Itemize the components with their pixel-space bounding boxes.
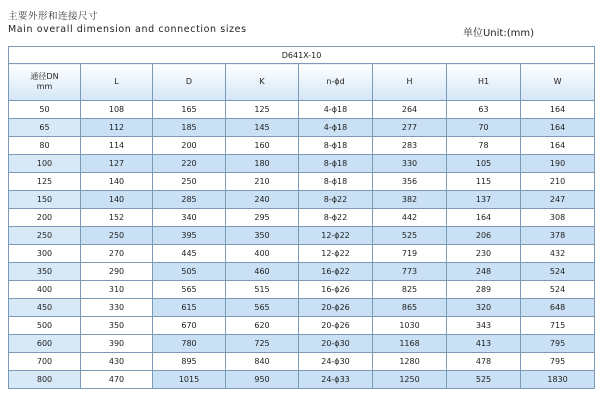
column-header-d: D (153, 64, 226, 101)
cell-dn: 400 (9, 281, 81, 299)
cell-n-d: 12-ϕ22 (299, 245, 373, 263)
table-row (9, 371, 595, 389)
cell-l: 390 (81, 335, 153, 353)
cell-l: 270 (81, 245, 153, 263)
table-row (9, 317, 595, 335)
cell-w: 247 (521, 191, 595, 209)
cell-w: 164 (521, 119, 595, 137)
cell-h: 1280 (373, 353, 447, 371)
cell-h: 382 (373, 191, 447, 209)
cell-h: 825 (373, 281, 447, 299)
cell-w: 164 (521, 137, 595, 155)
cell-dn: 450 (9, 299, 81, 317)
cell-l: 152 (81, 209, 153, 227)
cell-d: 615 (153, 299, 226, 317)
table-row (9, 119, 595, 137)
title-english: Main overall dimension and connection sizes (8, 24, 247, 35)
table-row (9, 101, 595, 119)
table-body (9, 101, 595, 389)
cell-dn: 65 (9, 119, 81, 137)
cell-dn: 600 (9, 335, 81, 353)
cell-k: 515 (226, 281, 299, 299)
cell-k: 160 (226, 137, 299, 155)
unit-label: 单位Unit:(mm) (462, 28, 534, 39)
cell-n-d: 24-ϕ30 (299, 353, 373, 371)
cell-h: 1250 (373, 371, 447, 389)
cell-k: 180 (226, 155, 299, 173)
cell-d: 445 (153, 245, 226, 263)
cell-w: 648 (521, 299, 595, 317)
cell-l: 140 (81, 191, 153, 209)
cell-h: 264 (373, 101, 447, 119)
table-row (9, 137, 595, 155)
cell-h1: 206 (447, 227, 521, 245)
cell-d: 220 (153, 155, 226, 173)
cell-dn: 700 (9, 353, 81, 371)
cell-h1: 289 (447, 281, 521, 299)
title-chinese: 主要外形和连接尺寸 (8, 11, 99, 22)
cell-d: 565 (153, 281, 226, 299)
model-row (9, 47, 595, 64)
cell-k: 400 (226, 245, 299, 263)
cell-n-d: 8-ϕ18 (299, 155, 373, 173)
column-header-dn (9, 64, 81, 101)
cell-h1: 164 (447, 209, 521, 227)
cell-h: 442 (373, 209, 447, 227)
cell-n-d: 24-ϕ33 (299, 371, 373, 389)
cell-h: 277 (373, 119, 447, 137)
table-row (9, 227, 595, 245)
cell-h: 1168 (373, 335, 447, 353)
cell-k: 350 (226, 227, 299, 245)
cell-h: 283 (373, 137, 447, 155)
cell-k: 145 (226, 119, 299, 137)
cell-d: 285 (153, 191, 226, 209)
cell-d: 340 (153, 209, 226, 227)
cell-n-d: 20-ϕ26 (299, 317, 373, 335)
table-row (9, 173, 595, 191)
cell-k: 840 (226, 353, 299, 371)
cell-k: 295 (226, 209, 299, 227)
cell-k: 460 (226, 263, 299, 281)
cell-h1: 230 (447, 245, 521, 263)
cell-h1: 525 (447, 371, 521, 389)
column-header-row (9, 64, 595, 101)
cell-h: 525 (373, 227, 447, 245)
cell-dn: 100 (9, 155, 81, 173)
cell-k: 725 (226, 335, 299, 353)
cell-l: 350 (81, 317, 153, 335)
cell-l: 310 (81, 281, 153, 299)
cell-h: 356 (373, 173, 447, 191)
cell-d: 200 (153, 137, 226, 155)
table-row (9, 299, 595, 317)
table-row (9, 353, 595, 371)
cell-l: 127 (81, 155, 153, 173)
cell-n-d: 8-ϕ18 (299, 173, 373, 191)
cell-dn: 800 (9, 371, 81, 389)
cell-l: 250 (81, 227, 153, 245)
cell-h1: 78 (447, 137, 521, 155)
cell-h: 865 (373, 299, 447, 317)
table-row (9, 335, 595, 353)
cell-dn: 300 (9, 245, 81, 263)
model-label: D641X-10 (9, 47, 595, 64)
cell-n-d: 12-ϕ22 (299, 227, 373, 245)
cell-w: 795 (521, 335, 595, 353)
cell-h1: 70 (447, 119, 521, 137)
cell-n-d: 16-ϕ22 (299, 263, 373, 281)
column-header-h1: H1 (447, 64, 521, 101)
cell-h1: 115 (447, 173, 521, 191)
cell-dn: 500 (9, 317, 81, 335)
cell-dn: 80 (9, 137, 81, 155)
table-row (9, 191, 595, 209)
cell-dn: 200 (9, 209, 81, 227)
column-header-n-d: n-ϕd (299, 64, 373, 101)
table-row (9, 263, 595, 281)
table-row (9, 245, 595, 263)
cell-h1: 248 (447, 263, 521, 281)
cell-d: 250 (153, 173, 226, 191)
cell-l: 140 (81, 173, 153, 191)
cell-l: 114 (81, 137, 153, 155)
cell-d: 395 (153, 227, 226, 245)
cell-k: 210 (226, 173, 299, 191)
cell-l: 470 (81, 371, 153, 389)
table-row (9, 281, 595, 299)
cell-h1: 320 (447, 299, 521, 317)
cell-w: 1830 (521, 371, 595, 389)
table-row (9, 209, 595, 227)
cell-h1: 478 (447, 353, 521, 371)
cell-l: 112 (81, 119, 153, 137)
cell-l: 330 (81, 299, 153, 317)
cell-l: 108 (81, 101, 153, 119)
cell-l: 430 (81, 353, 153, 371)
cell-w: 432 (521, 245, 595, 263)
cell-dn: 350 (9, 263, 81, 281)
cell-l: 290 (81, 263, 153, 281)
cell-w: 524 (521, 263, 595, 281)
column-header-h: H (373, 64, 447, 101)
cell-n-d: 16-ϕ26 (299, 281, 373, 299)
cell-d: 165 (153, 101, 226, 119)
cell-h: 330 (373, 155, 447, 173)
cell-d: 505 (153, 263, 226, 281)
cell-d: 780 (153, 335, 226, 353)
cell-dn: 250 (9, 227, 81, 245)
cell-dn: 150 (9, 191, 81, 209)
column-header-l: L (81, 64, 153, 101)
cell-w: 308 (521, 209, 595, 227)
cell-h: 719 (373, 245, 447, 263)
cell-h: 1030 (373, 317, 447, 335)
cell-dn: 50 (9, 101, 81, 119)
cell-w: 210 (521, 173, 595, 191)
cell-n-d: 20-ϕ26 (299, 299, 373, 317)
cell-k: 620 (226, 317, 299, 335)
cell-d: 670 (153, 317, 226, 335)
cell-dn: 125 (9, 173, 81, 191)
cell-w: 715 (521, 317, 595, 335)
cell-h1: 137 (447, 191, 521, 209)
cell-d: 185 (153, 119, 226, 137)
cell-h1: 413 (447, 335, 521, 353)
cell-h: 773 (373, 263, 447, 281)
cell-w: 795 (521, 353, 595, 371)
column-header-k: K (226, 64, 299, 101)
cell-n-d: 8-ϕ22 (299, 191, 373, 209)
cell-k: 125 (226, 101, 299, 119)
cell-h1: 63 (447, 101, 521, 119)
dn-label-cn: 通径DN (30, 72, 59, 81)
cell-w: 378 (521, 227, 595, 245)
cell-n-d: 4-ϕ18 (299, 101, 373, 119)
dimension-table (8, 46, 595, 389)
cell-w: 190 (521, 155, 595, 173)
cell-n-d: 8-ϕ22 (299, 209, 373, 227)
cell-h1: 343 (447, 317, 521, 335)
cell-n-d: 20-ϕ30 (299, 335, 373, 353)
cell-d: 1015 (153, 371, 226, 389)
cell-h1: 105 (447, 155, 521, 173)
cell-k: 565 (226, 299, 299, 317)
column-header-w: W (521, 64, 595, 101)
cell-k: 950 (226, 371, 299, 389)
cell-w: 524 (521, 281, 595, 299)
cell-n-d: 8-ϕ18 (299, 137, 373, 155)
dn-label-unit: mm (36, 82, 53, 91)
table-row (9, 155, 595, 173)
page-header (8, 8, 594, 48)
cell-k: 240 (226, 191, 299, 209)
cell-w: 164 (521, 101, 595, 119)
cell-n-d: 4-ϕ18 (299, 119, 373, 137)
cell-d: 895 (153, 353, 226, 371)
